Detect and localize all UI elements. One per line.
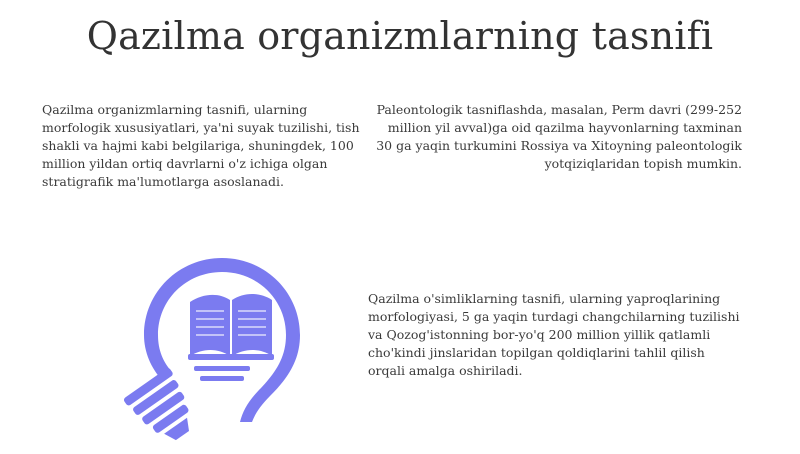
paragraph-left: Qazilma organizmlarning tasnifi, ularning morfologik xususiyatlari, ya'ni suyak tuzilishi, tish shakli va hajmi kabi belgilariga, shuningdek, 100 million yildan ortiq davrlarni o'z ichiga olgan stratigrafik ma'lumotlarga asoslanadi. [42, 102, 360, 189]
page-title: Qazilma organizmlarning tasnifi [86, 14, 714, 58]
lightbulb-with-book-icon [90, 250, 310, 450]
paragraph-right: Paleontologik tasniflashda, masalan, Perm davri (299-252 million yil avval)ga oid qazilma hayvonlarning taxminan 30 ga yaqin turkumini Rossiya va Xitoyning paleontologik yotqiziqlaridan topish mumkin. [376, 102, 742, 171]
paragraph-bottom: Qazilma o'simliklarning tasnifi, ularning yaproqlarining morfologiyasi, 5 ga yaqin turdagi changchilarning tuzilishi va Qozog'istonning bor-yo'q 200 million yillik qatlamli cho'kindi jinslaridan topilgan qoldiqlarini tahlil qilish orqali amalga oshiriladi. [368, 291, 740, 378]
